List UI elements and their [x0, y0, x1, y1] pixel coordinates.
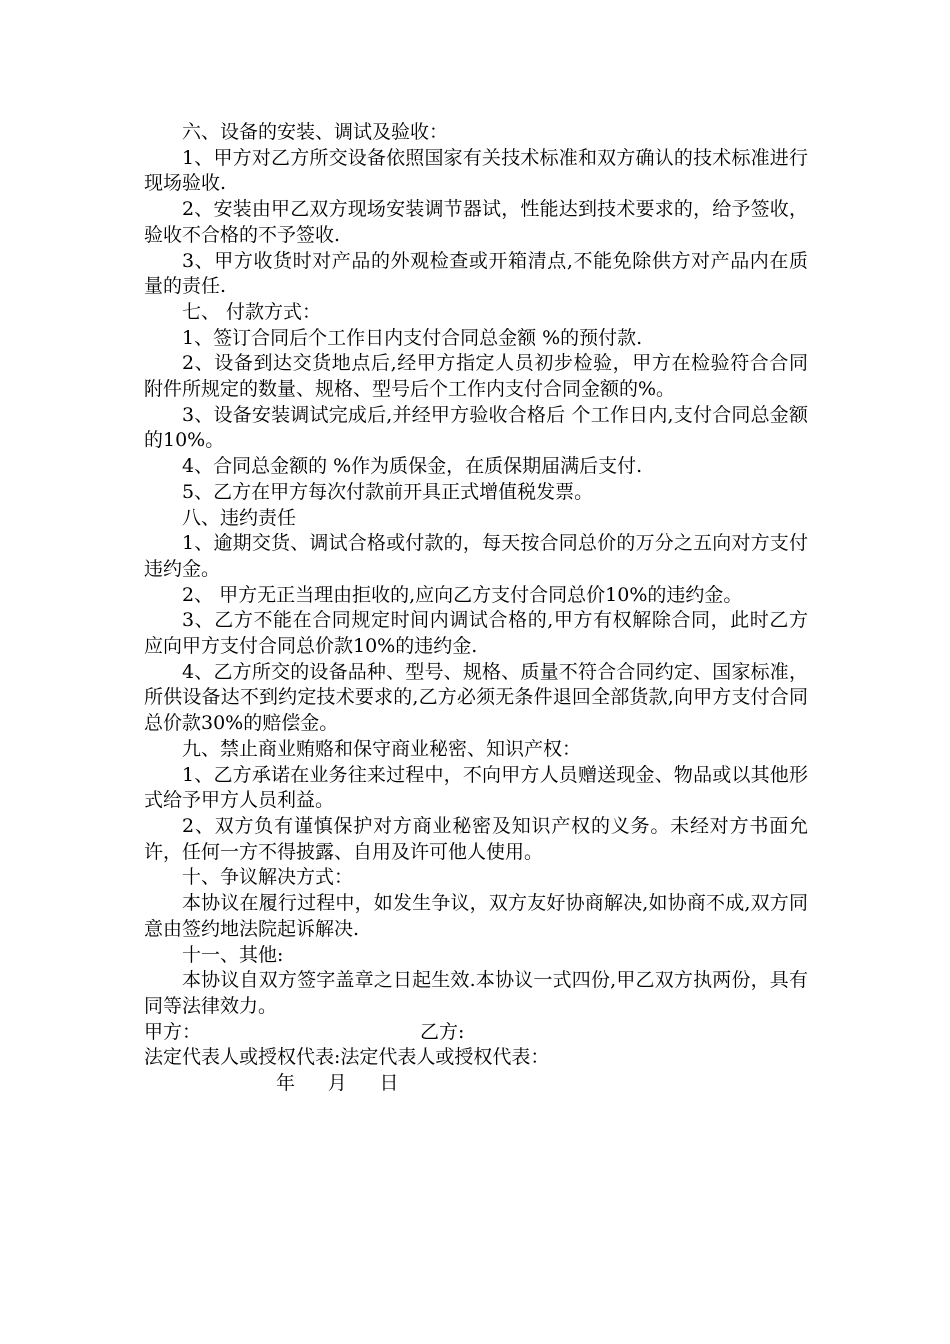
date-year: 年 [276, 1072, 297, 1095]
date-month: 月 [327, 1072, 348, 1095]
section-7-item-1: 1、签订合同后个工作日内支付合同总金额 %的预付款. [182, 326, 643, 349]
section-9-item-1: 1、乙方承诺在业务往来过程中，不向甲方人员赠送现金、物品或以其他形式给予甲方人员利益。 [144, 763, 808, 812]
section-7-item-2: 2、设备到达交货地点后,经甲方指定人员初步检验，甲方在检验符合合同附件所规定的数量、规格、型号后个工作内支付合同金额的%。 [144, 352, 808, 401]
section-9-item-2: 2、双方负有谨慎保护对方商业秘密及知识产权的义务。未经对方书面允许，任何一方不得披露、自用及许可他人使用。 [144, 814, 808, 863]
date-day: 日 [379, 1072, 400, 1095]
contract-page [144, 120, 808, 1097]
section-11-item-1: 本协议自双方签字盖章之日起生效.本协议一式四份,甲乙双方执两份，具有同等法律效力。 [144, 969, 808, 1017]
rep-b-label: 法定代表人或授权代表： [340, 1046, 550, 1069]
section-10-item-1: 本协议在履行过程中，如发生争议，双方友好协商解决,如协商不成,双方同意由签约地法院起诉解决. [144, 892, 808, 940]
section-9-heading: 九、禁止商业贿赂和保守商业秘密、知识产权： [182, 737, 582, 760]
section-8-item-2: 2、 甲方无正当理由拒收的,应向乙方支付合同总价10%的违约金。 [182, 583, 743, 606]
section-8-item-4: 4、乙方所交的设备品种、型号、规格、质量不符合合同约定、国家标准，所供设备达不到约定技术要求的,乙方必须无条件退回全部货款,向甲方支付合同总价款30%的赔偿金。 [144, 660, 808, 735]
party-b-label: 乙方: [420, 1020, 465, 1043]
section-10-heading: 十、争议解决方式： [182, 866, 354, 889]
party-row [144, 1020, 808, 1046]
section-7-item-4: 4、合同总金额的 %作为质保金，在质保期届满后支付. [182, 455, 643, 478]
rep-a-label: 法定代表人或授权代表: [144, 1046, 341, 1069]
party-a-label: 甲方： [144, 1020, 202, 1043]
section-6-item-2: 2、安装由甲乙双方现场安装调节器试，性能达到技术要求的，给予签收，验收不合格的不予签收. [144, 198, 808, 246]
date-line [144, 1071, 808, 1097]
section-6-item-3: 3、甲方收货时对产品的外观检查或开箱清点,不能免除供方对产品内在质量的责任. [144, 249, 808, 298]
section-8-item-3: 3、乙方不能在合同规定时间内调试合格的,甲方有权解除合同，此时乙方应向甲方支付合同总价款10%的违约金. [144, 609, 808, 658]
section-7-item-5: 5、乙方在甲方每次付款前开具正式增值税发票。 [182, 480, 594, 503]
section-8-item-1: 1、逾期交货、调试合格或付款的，每天按合同总价的万分之五向对方支付违约金。 [144, 532, 808, 580]
section-6-item-1: 1、甲方对乙方所交设备依照国家有关技术标准和双方确认的技术标准进行现场验收. [144, 146, 808, 195]
section-6-heading: 六、设备的安装、调试及验收： [182, 121, 449, 143]
section-8-heading: 八、违约责任 [182, 506, 297, 529]
section-11-heading: 十一、其他: [182, 943, 284, 966]
representative-row [144, 1045, 808, 1071]
section-7-heading: 七、 付款方式： [182, 300, 322, 323]
section-7-item-3: 3、设备安装调试完成后,并经甲方验收合格后 个工作日内,支付合同总金额的10%。 [144, 403, 808, 452]
